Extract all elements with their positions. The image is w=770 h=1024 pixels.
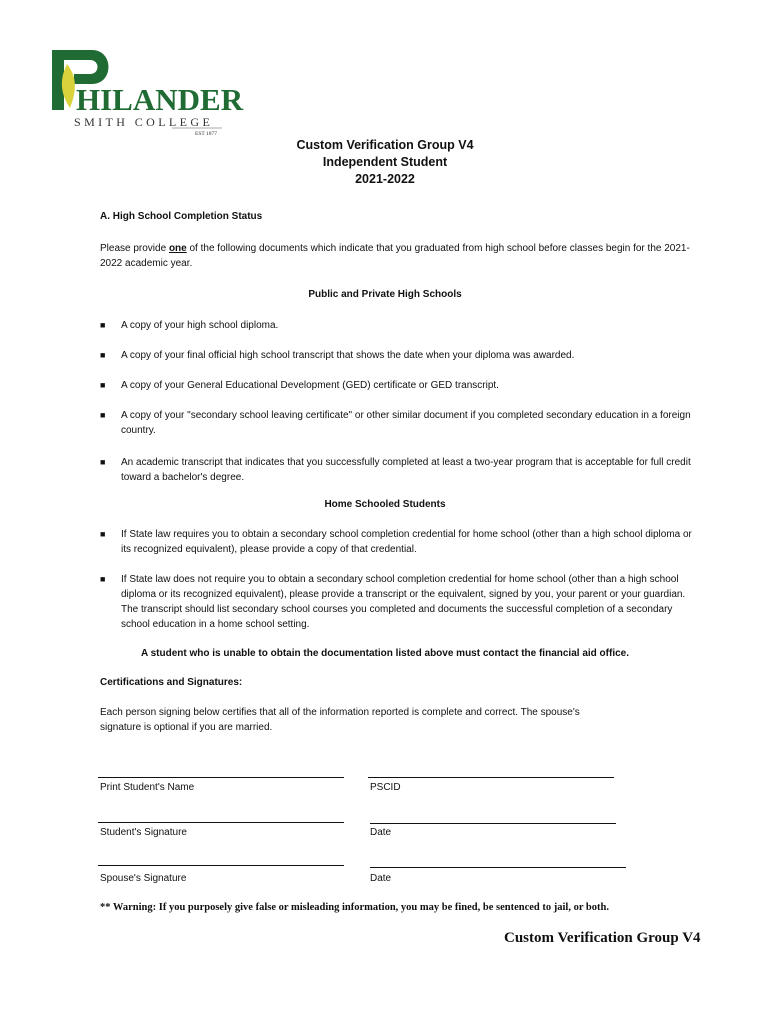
date-line[interactable] [370,823,616,824]
spouse-signature-label: Spouse's Signature [100,873,187,884]
bullet-icon: ■ [100,320,106,330]
student-signature-line[interactable] [98,822,344,823]
footer-title: Custom Verification Group V4 [504,930,701,946]
philander-smith-logo [52,44,252,139]
pscid-line[interactable] [368,777,614,778]
title-line-1: Custom Verification Group V4 [296,138,474,152]
pscid-label: PSCID [370,782,401,793]
print-name-label: Print Student's Name [100,782,195,793]
bullet-icon: ■ [100,350,106,360]
bullet-icon: ■ [100,529,106,539]
bullet-icon: ■ [100,574,106,584]
public-private-heading: Public and Private High Schools [308,289,462,300]
section-a-intro: Please provide one of the following documents which indicate that you graduated from high school before classes begin for the 2021-2022 academic year. [100,243,690,269]
bullet-icon: ■ [100,380,106,390]
bullet-icon: ■ [100,457,106,467]
student-signature-label: Student's Signature [100,827,187,838]
spouse-signature-line[interactable] [98,865,344,866]
financial-aid-notice: A student who is unable to obtain the documentation listed above must contact the financial aid office. [140,648,629,659]
title-line-2: Independent Student [322,155,448,169]
date-line[interactable] [370,867,626,868]
date-label: Date [370,873,392,884]
bullet-icon: ■ [100,410,106,420]
date-label: Date [370,827,392,838]
wordmark: HILANDER [76,82,244,117]
print-name-line[interactable] [98,777,344,778]
warning-text: ** Warning: If you purposely give false or misleading information, you may be fined, be sentenced to jail, or both. [100,902,609,913]
home-schooled-heading: Home Schooled Students [324,499,446,510]
emphasis-one: one [168,243,187,254]
certifications-text: Each person signing below certifies that all of the information reported is complete and correct. The spouse's signature is optional if you are married. [100,707,580,733]
est-label: EST 1877 [195,131,218,137]
certifications-title: Certifications and Signatures: [100,677,243,688]
logo-graphic [52,44,252,139]
section-a-title: A. High School Completion Status [100,211,263,222]
document-title [0,137,770,188]
title-line-3: 2021-2022 [355,172,415,186]
college-name: SMITH COLLEGE [74,115,214,129]
